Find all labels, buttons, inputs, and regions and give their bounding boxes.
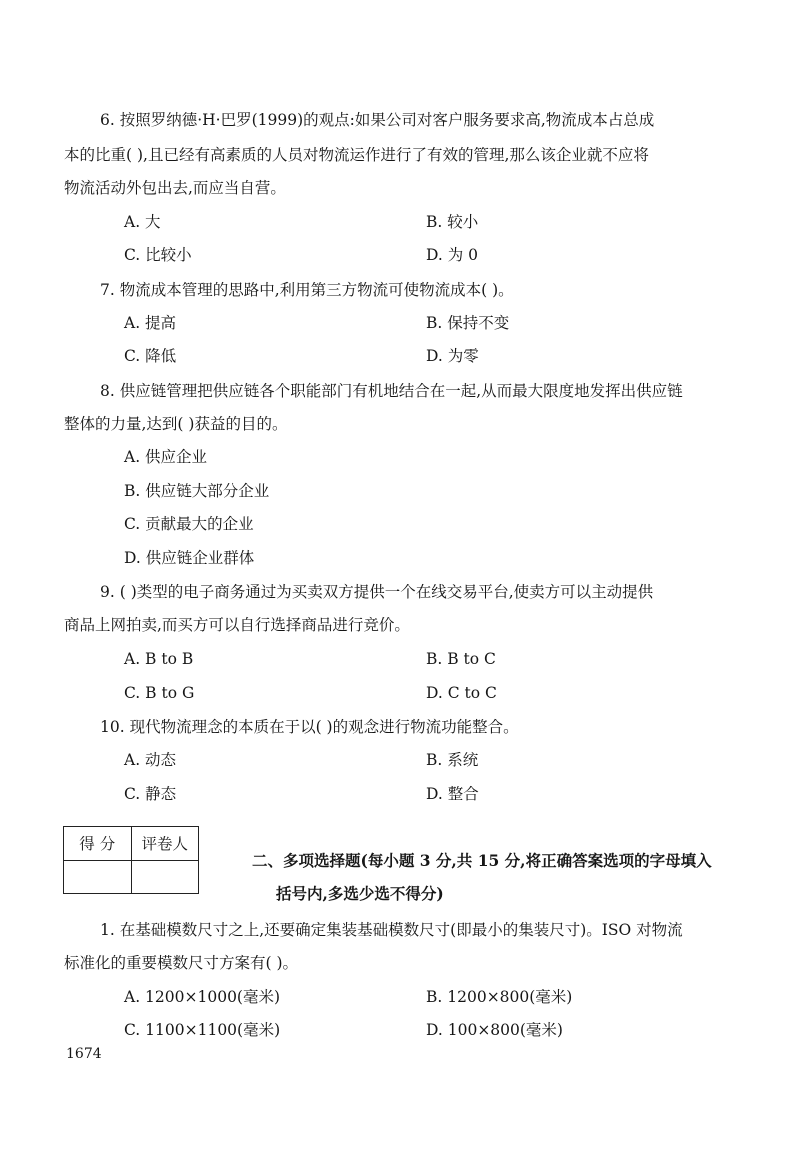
question-9-option-c: C. B to G <box>124 684 195 702</box>
question-8-line-1: 8. 供应链管理把供应链各个职能部门有机地结合在一起,从而最大限度地发挥出供应链 <box>100 382 683 400</box>
question-7-option-c: C. 降低 <box>124 347 177 365</box>
question-6-option-a: A. 大 <box>124 213 161 231</box>
multi-question-1-option-a: A. 1200×1000(毫米) <box>124 988 281 1006</box>
question-7-option-a: A. 提高 <box>124 314 177 332</box>
section-2-heading-line-1: 二、多项选择题(每小题 3 分,共 15 分,将正确答案选项的字母填入 <box>252 851 712 870</box>
multi-question-1-line-1: 1. 在基础模数尺寸之上,还要确定集装基础模数尺寸(即最小的集装尺寸)。ISO 对物流 <box>100 921 683 939</box>
question-6-line-1: 6. 按照罗纳德·H·巴罗(1999)的观点:如果公司对客户服务要求高,物流成本占总成 <box>100 111 655 129</box>
question-6-option-c: C. 比较小 <box>124 246 192 264</box>
question-8-option-c: C. 贡献最大的企业 <box>124 515 254 533</box>
question-8-option-d: D. 供应链企业群体 <box>124 549 255 567</box>
page-number: 1674 <box>66 1046 102 1062</box>
question-9-option-a: A. B to B <box>124 650 194 668</box>
question-10-option-a: A. 动态 <box>124 751 177 769</box>
question-7-line-1: 7. 物流成本管理的思路中,利用第三方物流可使物流成本( )。 <box>100 281 514 299</box>
multi-question-1-line-2: 标准化的重要模数尺寸方案有( )。 <box>64 954 299 972</box>
score-box <box>63 826 199 894</box>
multi-question-1-option-b: B. 1200×800(毫米) <box>426 988 573 1006</box>
question-8-line-2: 整体的力量,达到( )获益的目的。 <box>64 415 288 433</box>
grader-label: 评卷人 <box>131 827 199 861</box>
multi-question-1-option-c: C. 1100×1100(毫米) <box>124 1021 281 1039</box>
grader-cell <box>131 860 199 894</box>
question-9-line-2: 商品上网拍卖,而买方可以自行选择商品进行竞价。 <box>64 616 410 634</box>
question-7-option-b: B. 保持不变 <box>426 314 510 332</box>
question-10-line-1: 10. 现代物流理念的本质在于以( )的观念进行物流功能整合。 <box>100 718 519 736</box>
question-9-option-b: B. B to C <box>426 650 496 668</box>
score-cell <box>64 860 132 894</box>
question-10-option-d: D. 整合 <box>426 785 479 803</box>
question-6-option-b: B. 较小 <box>426 213 479 231</box>
question-7-option-d: D. 为零 <box>426 347 479 365</box>
question-6-option-d: D. 为 0 <box>426 246 479 264</box>
section-2-heading-line-2: 括号内,多选少选不得分) <box>276 884 444 903</box>
multi-question-1-option-d: D. 100×800(毫米) <box>426 1021 563 1039</box>
question-9-option-d: D. C to C <box>426 684 497 702</box>
question-10-option-b: B. 系统 <box>426 751 479 769</box>
question-6-line-2: 本的比重( ),且已经有高素质的人员对物流运作进行了有效的管理,那么该企业就不应将 <box>64 146 649 164</box>
question-10-option-c: C. 静态 <box>124 785 177 803</box>
question-8-option-a: A. 供应企业 <box>124 448 208 466</box>
score-label: 得 分 <box>64 827 132 861</box>
question-6-line-3: 物流活动外包出去,而应当自营。 <box>64 179 286 197</box>
question-9-line-1: 9. ( )类型的电子商务通过为买卖双方提供一个在线交易平台,使卖方可以主动提供 <box>100 583 654 601</box>
question-8-option-b: B. 供应链大部分企业 <box>124 482 270 500</box>
